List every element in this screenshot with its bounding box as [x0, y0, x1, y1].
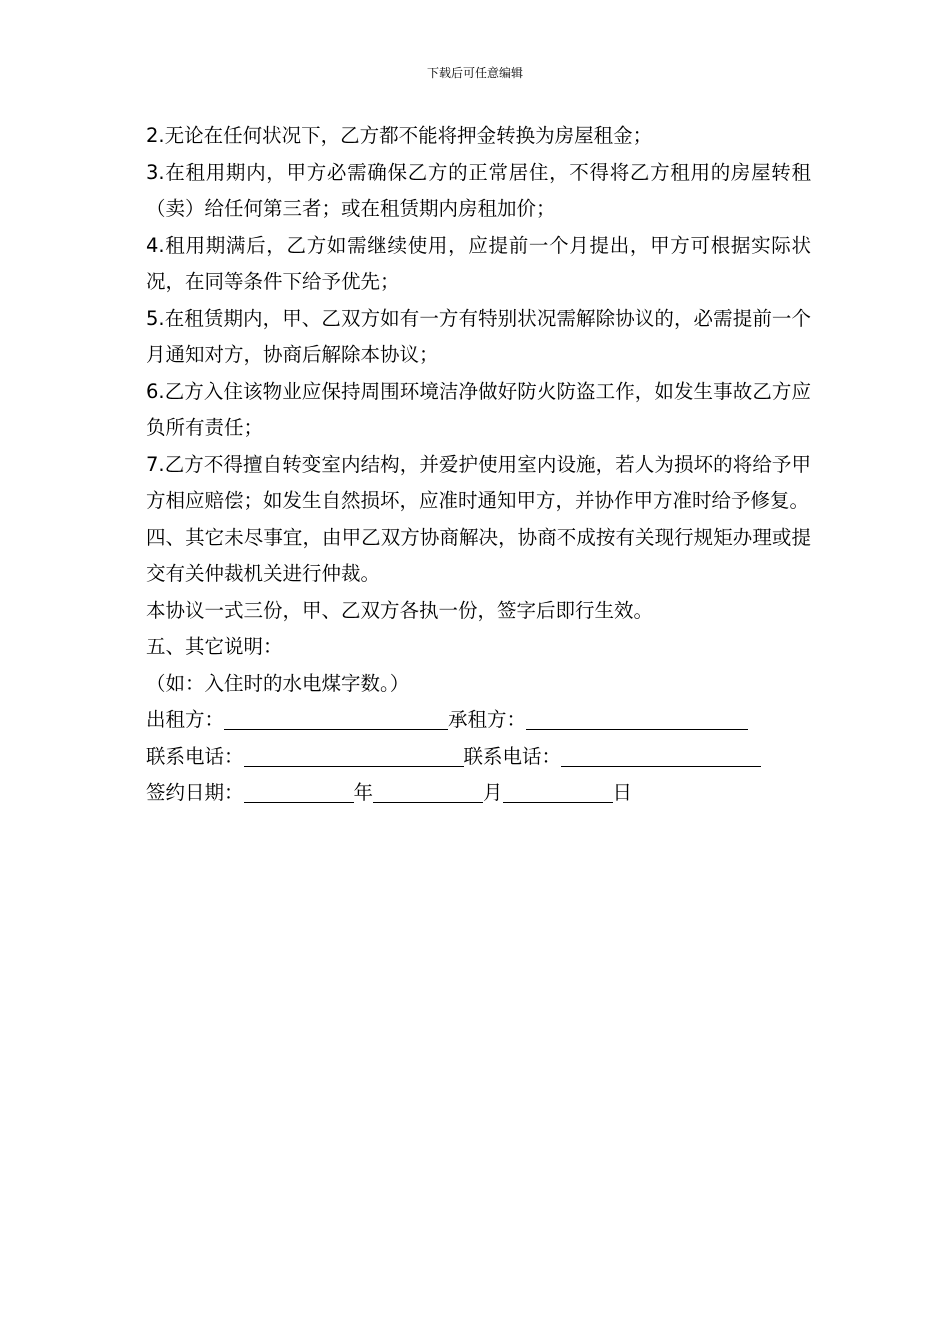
- clause-3: 3.在租用期内，甲方必需确保乙方的正常居住，不得将乙方租用的房屋转租（卖）给任何第三者；或在租赁期内房租加价；: [146, 160, 811, 220]
- year-label: 年: [353, 781, 374, 804]
- lessee-phone-label: 联系电话：: [463, 744, 562, 768]
- phone-line: [146, 739, 811, 776]
- section-four: 四、其它未尽事宜，由甲乙双方协商解决，协商不成按有关现行规矩办理或提交有关仲裁机关进行仲裁。: [146, 525, 811, 585]
- day-label: 日: [612, 781, 633, 804]
- copies-statement: 本协议一式三份，甲、乙双方各执一份，签字后即行生效。: [146, 598, 654, 622]
- day-blank[interactable]: [503, 780, 613, 803]
- section-five-heading: 五、其它说明：: [146, 635, 283, 658]
- year-blank[interactable]: [244, 780, 354, 803]
- month-blank[interactable]: [373, 780, 483, 803]
- lessor-phone-label: 联系电话：: [146, 744, 244, 768]
- lessee-phone-blank[interactable]: [561, 744, 761, 767]
- page-header: [0, 66, 950, 80]
- clause-4: 4.租用期满后，乙方如需继续使用，应提前一个月提出，甲方可根据实际状况，在同等条件下给予优先；: [146, 233, 811, 293]
- document-body: [146, 118, 811, 812]
- signing-date-line: [146, 775, 811, 812]
- lessor-label: 出租方：: [146, 708, 225, 731]
- clause-2: 2.无论在任何状况下，乙方都不能将押金转换为房屋租金；: [146, 124, 653, 147]
- clause-7: 7.乙方不得擅自转变室内结构，并爱护使用室内设施，若人为损坏的将给予甲方相应赔偿；如发生自然损坏，应准时通知甲方，并协作甲方准时给予修复。: [146, 452, 811, 512]
- clause-6: 6.乙方入住该物业应保持周围环境洁净做好防火防盗工作，如发生事故乙方应负所有责任；: [146, 379, 811, 439]
- lessor-phone-blank[interactable]: [244, 744, 464, 767]
- lessee-blank[interactable]: [526, 707, 748, 730]
- party-signature-line: [146, 702, 811, 739]
- clause-5: 5.在租赁期内，甲、乙双方如有一方有特别状况需解除协议的，必需提前一个月通知对方，协商后解除本协议；: [146, 306, 811, 366]
- date-label: 签约日期：: [146, 781, 244, 804]
- section-five-note: （如：入住时的水电煤字数。）: [146, 671, 410, 695]
- lessee-label: 承租方：: [448, 708, 527, 731]
- header-text: 下载后可任意编辑: [426, 66, 523, 80]
- month-label: 月: [483, 781, 503, 804]
- lessor-blank[interactable]: [224, 707, 448, 730]
